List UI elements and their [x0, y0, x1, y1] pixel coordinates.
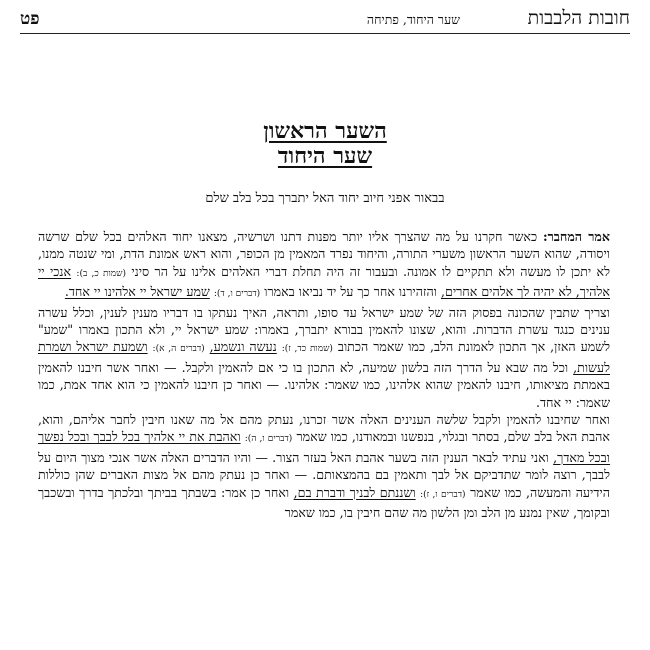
paragraph-2	[38, 304, 610, 411]
verse-reference: (דברים ו, ה):	[244, 434, 293, 445]
book-title: חובות הלבבות	[527, 7, 630, 29]
verse-reference: (דברים ה, א):	[152, 344, 205, 355]
verse-quote: ושמעת ישראל ושמרת לעשות,	[38, 339, 610, 375]
verse-quote: אנכי יי אלהיך, לא יהיה לך אלהים אחרים,	[38, 263, 610, 300]
section-label: שער היחוד, פתיחה	[366, 12, 460, 27]
page-number: פט	[20, 9, 40, 29]
header-rule	[20, 33, 630, 34]
main-text	[38, 228, 610, 522]
paragraph-lead: אמר המחבר:	[542, 229, 610, 244]
paragraph-text: ואני עתיד לבאר הענין הזה בשער אהבת האל בעזר הצור. — והיו הדברים האלה אשר אנכי מצוך היום על לבבך, רוצה לומר שתדביקם אל לבך ותאמין בם בהמצאותם. — ואחר כן נעתק מהם אל מצות האברים שהן כוללות הידיעה והמעשה, כמו שאמר	[38, 449, 610, 500]
verse-quote: ושננתם לבניך ודברת בם,	[293, 484, 416, 500]
paragraph-text: וצריך שתבין שהכונה בפסוק הזה של שמע ישראל עד סופו, ותראה, האיך נעתקו בו דבריו מענין לענין, וכלל עשרה ענינים כנגד עשרת הדברות. והוא, שצונו להאמין בבורא יתברך, באמרו: שמע ישראל יי, ולא התכון באמרו "שמע" לשמע האזן, אך התכון לאמונת הלב, כמו שאמר הכתוב	[38, 304, 610, 355]
verse-quote: ואהבת את יי אלהיך בכל לבבך ובכל נפשך ובכל מאדך,	[38, 429, 610, 465]
verse-reference: (שמות כ, ב):	[76, 268, 126, 279]
paragraph-text: והזהירנו אחר כך על יד נביאו באמרו	[264, 284, 437, 300]
running-head	[20, 6, 630, 32]
verse-reference: (דברים ו, ז):	[420, 489, 466, 500]
paragraph-text: ואחר שחיבנו להאמין ולקבל שלשה הענינים האלה אשר זכרנו, נעתק מהם אל מה שאנו חיבין לחבר אליהם, והוא, אהבת האל בלב שלם, בסתר ובגלוי, בנפשנו ובמאודנו, כמו שאמר	[38, 412, 610, 445]
paragraph-text: ואחר כן אמר: בשבתך בביתך ובלכתך בדרך ובשכבך ובקומך, שאין נמנע מן הלב ומן הלשון מה שהם חיבין בו, כמו שאמר	[38, 484, 610, 521]
paragraph-text: וכל מה שבא על הדרך הזה בלשון שמיעה, לא התכון בו כי אם להאמין ולקבל. — ואחר אשר חיבנו להאמין באמתת מציאותו, חיבנו להאמין שהוא אלהינו, כמו שאמר: אלהינו. — ואחר כן חיבנו להאמין כי הוא אחד אמת, כמו שאמר: יי אחד.	[38, 359, 610, 410]
paragraph-3	[38, 411, 610, 521]
verse-reference: (שמות כד, ז):	[281, 344, 333, 355]
gate-title-heading: שער היחוד	[277, 143, 373, 169]
gate-number-heading: השער הראשון	[263, 118, 387, 144]
verse-reference: (דברים ו, ד):	[213, 289, 261, 300]
verse-quote: שמע ישראל יי אלהינו יי אחד.	[64, 284, 210, 300]
paragraph-1	[38, 228, 610, 304]
verse-quote: נעשה ונשמע,	[209, 339, 277, 355]
paragraph-text: כאשר חקרנו על מה שהצרך אליו יותר מפנות דתנו ושרשיה, מצאנו יחוד האלהים בכל שלם שרשה ויסודה, שהוא השער הראשון משערי התורה, והיחוד נפרד המאמין מן הכופר, והוא ראש אמונת הדת, ומי שנטה ממנו, לא יתכן לו מעשה ולא תתקיים לו אמונה. ובעבור זה היה תחלת דברי האלהים אלינו על הר סיני	[38, 229, 610, 279]
chapter-subtitle: בבאור אפני חיוב יחוד האל יתברך בכל בלב שלם	[205, 191, 445, 206]
